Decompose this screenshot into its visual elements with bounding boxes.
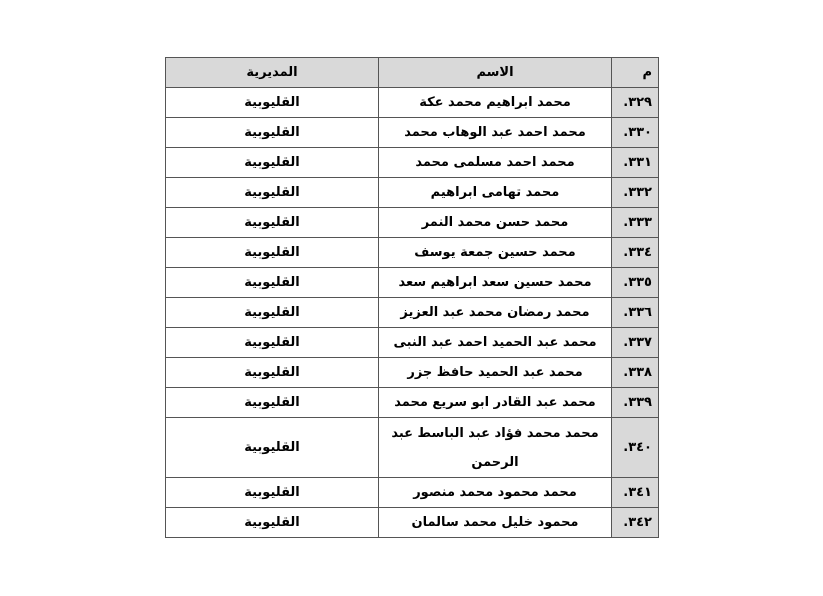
table-row (166, 178, 659, 208)
row-name: محمد حسين جمعة يوسف (379, 238, 612, 268)
row-name: محمد احمد عبد الوهاب محمد (379, 118, 612, 148)
row-name: محمد عبد الحميد احمد عبد النبى (379, 328, 612, 358)
table-row (166, 328, 659, 358)
table-row (166, 208, 659, 238)
table-row (166, 298, 659, 328)
row-directorate: القليوبية (166, 508, 379, 538)
row-name: محمود خليل محمد سالمان (379, 508, 612, 538)
row-number: ٣٢٩. (612, 88, 659, 118)
table-row (166, 148, 659, 178)
table-row (166, 238, 659, 268)
row-number: ٣٣٢. (612, 178, 659, 208)
row-number: ٣٤٢. (612, 508, 659, 538)
row-directorate: القليوبية (166, 118, 379, 148)
row-directorate: القليوبية (166, 388, 379, 418)
row-directorate: القليوبية (166, 268, 379, 298)
row-number: ٣٣١. (612, 148, 659, 178)
row-directorate: القليوبية (166, 238, 379, 268)
row-name: محمد حسن محمد النمر (379, 208, 612, 238)
row-number: ٣٣٩. (612, 388, 659, 418)
column-header-name: الاسم (379, 58, 612, 88)
table-row (166, 508, 659, 538)
row-directorate: القليوبية (166, 208, 379, 238)
row-directorate: القليوبية (166, 148, 379, 178)
table-row (166, 118, 659, 148)
row-name: محمد حسين سعد ابراهيم سعد (379, 268, 612, 298)
row-number: ٣٣٠. (612, 118, 659, 148)
row-number: ٣٣٦. (612, 298, 659, 328)
row-number: ٣٣٣. (612, 208, 659, 238)
row-number: ٣٤٠. (612, 418, 659, 478)
row-directorate: القليوبية (166, 358, 379, 388)
row-directorate: القليوبية (166, 298, 379, 328)
row-number: ٣٣٤. (612, 238, 659, 268)
table-row (166, 418, 659, 478)
row-directorate: القليوبية (166, 178, 379, 208)
row-name: محمد محمد فؤاد عبد الباسط عبد الرحمن (379, 418, 612, 478)
table-row (166, 388, 659, 418)
row-directorate: القليوبية (166, 328, 379, 358)
row-directorate: القليوبية (166, 88, 379, 118)
row-directorate: القليوبية (166, 418, 379, 478)
table-row (166, 268, 659, 298)
table-row (166, 478, 659, 508)
table-row (166, 88, 659, 118)
row-name: محمد عبد القادر ابو سريع محمد (379, 388, 612, 418)
row-number: ٣٣٨. (612, 358, 659, 388)
row-name: محمد احمد مسلمى محمد (379, 148, 612, 178)
row-number: ٣٤١. (612, 478, 659, 508)
row-name: محمد رمضان محمد عبد العزيز (379, 298, 612, 328)
row-name: محمد ابراهيم محمد عكة (379, 88, 612, 118)
row-number: ٣٣٧. (612, 328, 659, 358)
table-row (166, 358, 659, 388)
names-table (165, 57, 659, 538)
row-name: محمد محمود محمد منصور (379, 478, 612, 508)
row-directorate: القليوبية (166, 478, 379, 508)
row-name: محمد تهامى ابراهيم (379, 178, 612, 208)
row-name: محمد عبد الحميد حافظ جزر (379, 358, 612, 388)
table-header-row (166, 58, 659, 88)
row-number: ٣٣٥. (612, 268, 659, 298)
column-header-directorate: المديرية (166, 58, 379, 88)
column-header-number: م (612, 58, 659, 88)
